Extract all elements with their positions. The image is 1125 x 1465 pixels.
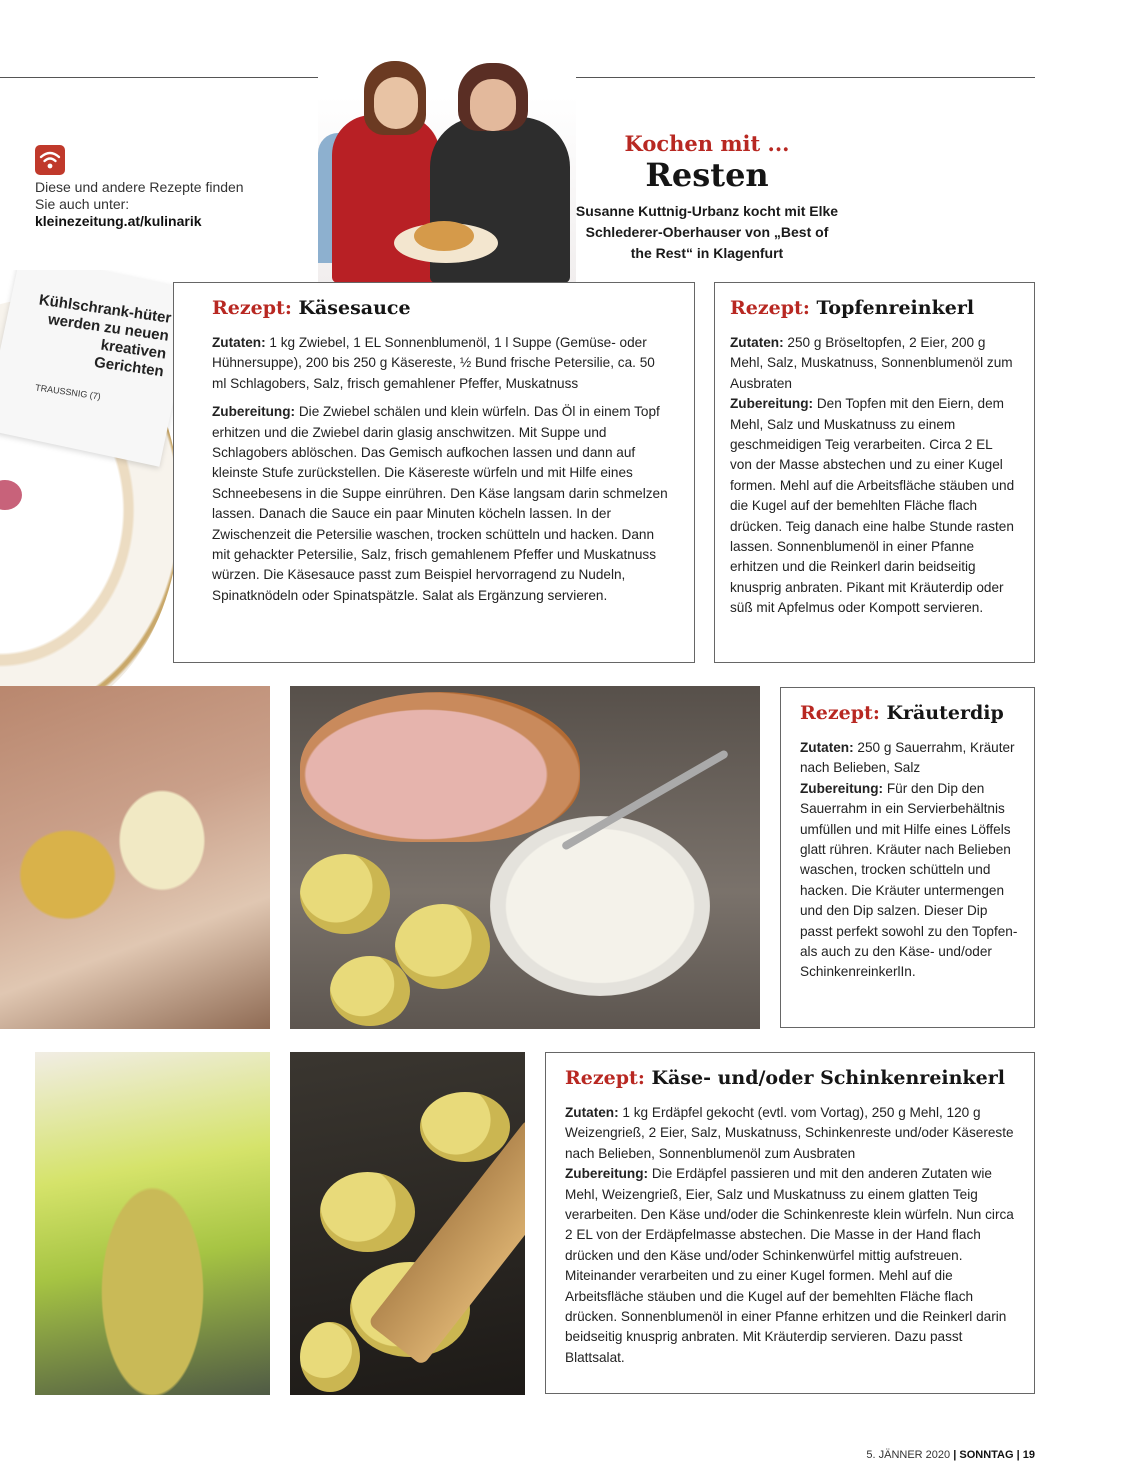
ingredients xyxy=(565,1103,1016,1164)
ham-shape xyxy=(300,692,580,842)
preparation xyxy=(565,1164,1016,1368)
photo-credit: TRAUSSNIG (7) xyxy=(34,382,102,402)
preparation xyxy=(730,394,1016,618)
recipe-label: Rezept: xyxy=(730,297,810,319)
preparation-text: Die Erdäpfel passieren und mit den anderen Zutaten wie Mehl, Weizengrieß, Eier, Salz und Muskatnuss zu einem glatten Teig verarbeiten. Den Käse und/oder die Schinkenreste klein würfeln. Nun circa 2 EL von der Erdäpfelmasse abstechen. Die Masse in der Hand flach drücken und den Käse und/oder Schinkenwürfel mittig aufstreuen. Miteinander verarbeiten und zu einer Kugel formen. Mehl auf die Arbeitsfläche stäuben und die Kugel auf der bemehlten Fläche flach drücken. Sonnenblumenöl in einer Pfanne erhitzen und die Reinkerl darin beidseitig knusprig anbraten. Mit Kräuterdip servieren. Dazu passt Blattsalat. xyxy=(565,1166,1014,1365)
intro-text-line: Diese und andere Rezepte finden Sie auch unter: xyxy=(35,179,244,212)
recipe-label: Rezept: xyxy=(565,1067,645,1089)
patty-shape xyxy=(300,1322,360,1392)
issue-date: 5. JÄNNER 2020 xyxy=(866,1449,951,1461)
recipe-name: Käse- und/oder Schinkenreinkerl xyxy=(651,1067,1005,1089)
ingredients xyxy=(730,333,1016,394)
recipe-label: Rezept: xyxy=(212,297,292,319)
preparation-label: Zubereitung: xyxy=(730,396,814,412)
section-name: SONNTAG xyxy=(959,1449,1014,1461)
page-footer: 5. JÄNNER 2020 | SONNTAG | 19 xyxy=(866,1449,1035,1461)
kicker: Kochen mit ... xyxy=(624,131,790,156)
ingredients-text: 250 g Bröseltopfen, 2 Eier, 200 g Mehl, Salz, Muskatnuss, Sonnenblumenöl zum Ausbraten xyxy=(730,335,1013,391)
ingredients-text: 250 g Sauerrahm, Kräuter nach Belieben, Salz xyxy=(800,740,1015,776)
hosts-plate-food xyxy=(414,221,474,251)
preparation-text: Die Zwiebel schälen und klein würfeln. Das Öl in einem Topf erhitzen und die Zwiebel darin glasig anschwitzen. Mit Suppe und Schlagobers ablöschen. Das Gemisch aufkochen lassen und dann auf kleinste Stufe zurückstellen. Die Käsereste würfeln und mit Hilfe eines Schneebesens in die Suppe einrühren. Den Käse langsam darin schmelzen lassen. Danach die Sauce ein paar Minuten köcheln lassen. In der Zwischenzeit die Petersilie waschen, trocken schütteln und hacken. Dann mit gehackter Petersilie, Salz, frisch gemahlenem Pfeffer und Muskatnuss würzen. Die Käsesauce passt zum Beispiel hervorragend zu Nudeln, Spinatknödeln oder Spinatspätzle. Salat als Ergänzung servieren. xyxy=(212,404,668,603)
photo-ham-and-dip xyxy=(290,686,760,1029)
recipe-kraeuterdip xyxy=(780,687,1035,1028)
photo-reinkerl-on-salad xyxy=(35,1052,270,1395)
patty-shape xyxy=(420,1092,510,1162)
recipe-name: Kräuterdip xyxy=(886,702,1004,724)
ingredients xyxy=(212,333,672,394)
recipe-label: Rezept: xyxy=(800,702,880,724)
patty-shape xyxy=(320,1172,415,1252)
patty-shape xyxy=(395,904,490,989)
preparation xyxy=(212,402,672,606)
ingredients xyxy=(800,738,1022,779)
photo-hosts xyxy=(318,55,576,283)
page-number: 19 xyxy=(1022,1449,1035,1461)
dip-bowl-shape xyxy=(490,816,710,996)
photo-caption: Kühlschrank-hüter werden zu neuen kreativen Gerichten xyxy=(37,291,173,381)
host-left-face xyxy=(374,77,418,129)
preparation-label: Zubereitung: xyxy=(212,404,296,420)
recipe-title xyxy=(212,297,672,319)
ingredients-text: 1 kg Zwiebel, 1 EL Sonnenblumenöl, 1 l Suppe (Gemüse- oder Hühnersuppe), 200 bis 250 g Käsereste, ½ Bund frische Petersilie, ca. 50 ml Schlagobers, Salz, frisch gemahlener Pfeffer, Muskatnuss xyxy=(212,335,655,391)
ingredients-label: Zutaten: xyxy=(212,335,266,350)
preparation-text: Den Topfen mit den Eiern, dem Mehl, Salz und Muskatnuss zu einem geschmeidigen Teig verarbeiten. Circa 2 EL von der Masse abstechen und zu einer Kugel formen. Mehl auf die Arbeitsfläche stäuben und die Kugel auf der bemehlten Fläche flach drücken. Teig danach eine halbe Stunde rasten lassen. Sonnenblumenöl in einer Pfanne erhitzen und die Reinkerl darin beidseitig knusprig anbraten. Pikant mit Kräuterdip oder süß mit Apfelmus oder Kompott servieren. xyxy=(730,396,1015,616)
preparation-text: Für den Dip den Sauerrahm in ein Servierbehältnis umfüllen und mit Hilfe eines Löffels glatt rühren. Kräuter nach Belieben waschen, trocken schütteln und hacken. Die Kräuter untermengen und den Dip salzen. Dieser Dip passt perfekt sowohl zu den Topfen- als auch zu den Käse- und/oder SchinkenreinkerlIn. xyxy=(800,780,1018,980)
host-right-face xyxy=(470,79,516,131)
ingredients-label: Zutaten: xyxy=(565,1105,619,1120)
headline: Resten xyxy=(645,156,769,194)
deck: Susanne Kuttnig-Urbanz kocht mit Elke Schlederer-Oberhauser von „Best of the Rest“ in Klagenfurt xyxy=(575,203,839,261)
wifi-icon xyxy=(35,145,65,175)
recipe-title xyxy=(730,297,1016,319)
recipe-kaesesauce xyxy=(173,282,695,663)
patty-shape xyxy=(300,854,390,934)
ingredients-label: Zutaten: xyxy=(800,740,854,755)
kulinarik-link[interactable]: kleinezeitung.at/kulinarik xyxy=(35,213,202,229)
intro-text xyxy=(35,179,245,230)
preparation-label: Zubereitung: xyxy=(565,1166,649,1182)
patty-shape xyxy=(330,956,410,1026)
recipe-title xyxy=(800,702,1022,724)
ingredients-label: Zutaten: xyxy=(730,335,784,350)
photo-reinkerl-in-pan xyxy=(290,1052,525,1395)
recipe-topfenreinkerl xyxy=(714,282,1035,663)
preparation xyxy=(800,779,1022,983)
recipe-title xyxy=(565,1067,1016,1089)
preparation-label: Zubereitung: xyxy=(800,780,884,796)
recipe-name: Topfenreinkerl xyxy=(816,297,975,319)
ingredients-text: 1 kg Erdäpfel gekocht (evtl. vom Vortag), 250 g Mehl, 120 g Weizengrieß, 2 Eier, Salz, Muskatnuss, Schinkenreste und/oder Käsereste nach Belieben, Sonnenblumenöl zum Ausbraten xyxy=(565,1105,1014,1161)
photo-forming-reinkerl xyxy=(0,686,270,1029)
recipe-schinkenreinkerl xyxy=(545,1052,1035,1394)
recipe-name: Käsesauce xyxy=(298,297,411,319)
